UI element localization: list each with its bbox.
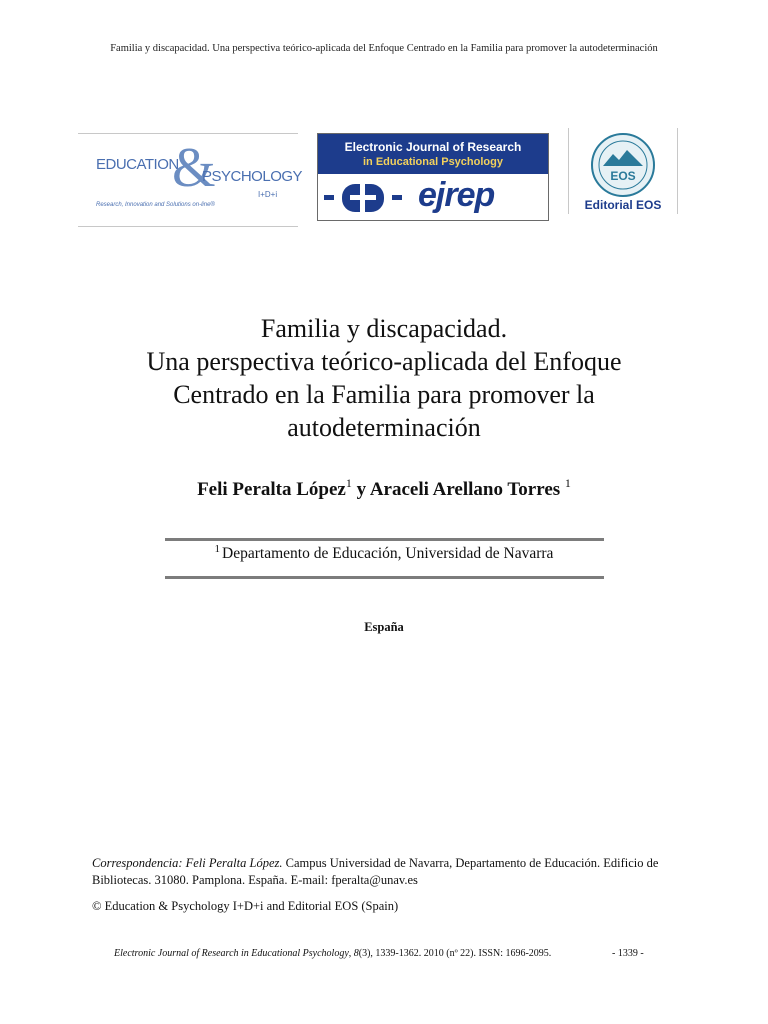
- title-line: autodeterminación: [287, 413, 481, 442]
- logo-ampersand: &: [172, 137, 216, 199]
- copyright: © Education & Psychology I+D+i and Editorial EOS (Spain): [92, 899, 399, 913]
- logo-banner: [0, 128, 768, 228]
- eos-label: Editorial EOS: [584, 198, 662, 212]
- ejrep-idi-mark-icon: [322, 180, 408, 216]
- logo-tagline: Research, Innovation and Solutions on-line®: [96, 202, 215, 208]
- author-affil-marker: 1: [345, 476, 352, 490]
- affiliation: [80, 543, 688, 563]
- running-head: Familia y discapacidad. Una perspectiva teórico-aplicada del Enfoque Centrado en la Familia para promover la autodeterminación: [110, 43, 658, 54]
- footer-journal: Electronic Journal of Research in Educational Psychology: [114, 948, 349, 959]
- eos-seal-icon: [587, 132, 659, 198]
- country: España: [364, 620, 404, 634]
- title-line: Una perspectiva teórico-aplicada del Enfoque: [146, 347, 622, 376]
- education-psychology-logo: [78, 133, 303, 227]
- correspondence: [92, 855, 682, 889]
- affiliation-rule-top: [165, 538, 604, 541]
- author-joiner: y: [356, 479, 367, 500]
- author-name: Feli Peralta López: [197, 479, 346, 500]
- footer-citation-pre: ,: [348, 948, 354, 959]
- footer-citation: [114, 948, 584, 959]
- affiliation-marker: 1: [214, 543, 221, 555]
- author-list: [80, 476, 688, 501]
- page-number: - 1339 -: [612, 948, 644, 959]
- affiliation-text: Departamento de Educación, Universidad de Navarra: [222, 545, 554, 562]
- ejrep-title-line2: in Educational Psychology: [363, 156, 503, 168]
- logo-psychology-text: PSYCHOLOGY: [202, 168, 303, 185]
- footer-citation-post: (3), 1339-1362. 2010 (nº 22). ISSN: 1696-2095.: [358, 948, 552, 959]
- logo-idi-text: I+D+i: [258, 190, 278, 199]
- logo-education-text: EDUCATION: [96, 156, 179, 173]
- author-name: Araceli Arellano Torres: [369, 479, 561, 500]
- author-affil-marker: 1: [564, 476, 571, 490]
- title-line: Centrado en la Familia para promover la: [173, 380, 595, 409]
- paper-title: [80, 312, 688, 444]
- footer-volume: 8: [353, 948, 359, 959]
- correspondence-lead: Correspondencia: Feli Peralta López.: [92, 856, 283, 870]
- ejrep-title-line1: Electronic Journal of Research: [344, 140, 522, 154]
- editorial-eos-logo: [568, 128, 678, 214]
- affiliation-rule-bottom: [165, 576, 604, 579]
- ejrep-wordmark: ejrep: [418, 176, 495, 214]
- correspondence-text: Campus Universidad de Navarra, Departamento de Educación. Edificio de Bibliotecas. 31080. Pamplona. España. E-mail: fperalta@unav.es: [92, 856, 659, 887]
- title-line: Familia y discapacidad.: [260, 314, 508, 343]
- eos-seal-text: EOS: [610, 169, 636, 183]
- ejrep-logo: [317, 133, 549, 221]
